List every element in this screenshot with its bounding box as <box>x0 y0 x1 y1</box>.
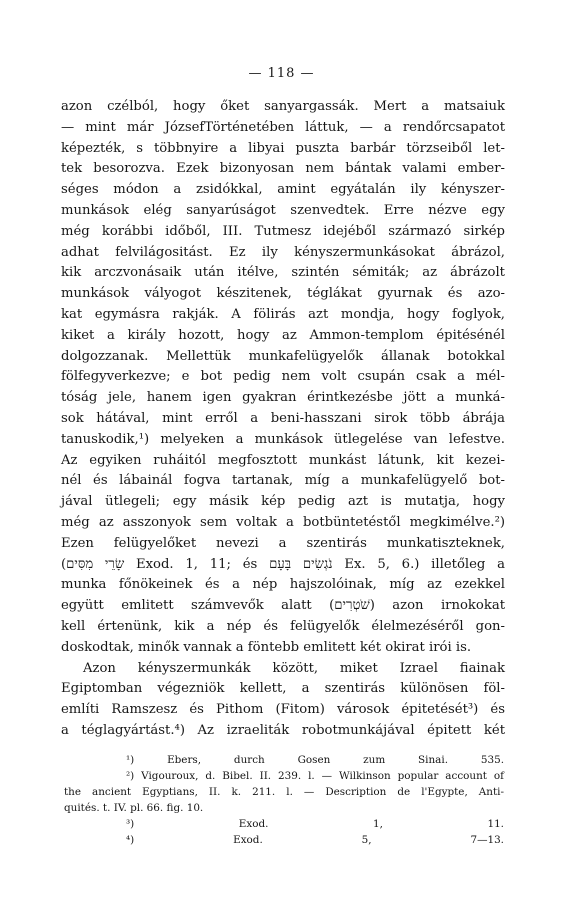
footnote-line: ⁴) Exod. 5, 7—13. <box>126 834 504 846</box>
text-line: munkások elég sanyarúságot szenvedtek. Erre nézve egy <box>61 202 505 218</box>
text-line: sok hátával, mint erről a beni-hasszani sirok több ábrája <box>61 410 505 426</box>
text-line: a téglagyártást.⁴) Az izraeliták robotmunkájával épitett két <box>61 722 505 738</box>
text-line: képezték, s többnyire a libyai puszta barbár törzseiből let- <box>61 140 505 156</box>
text-line: séges módon a zsidókkal, amint egyátalán ily kényszer- <box>61 182 505 198</box>
text-line: tek besorozva. Ezek bizonyosan nem bántak valami ember- <box>61 161 505 177</box>
text-line: említi Ramszesz és Pithom (Fitom) városok épitetését³) és <box>61 702 505 718</box>
footnote-line: the ancient Egyptians, II. k. 211. l. — Description de l'Egypte, Anti- <box>64 786 504 798</box>
text-line: fölfegyverkezve; e bot pedig nem volt csupán csak a mél- <box>61 369 505 385</box>
text-line: Az egyiken ruháitól megfosztott munkást látunk, kit kezei- <box>61 452 505 468</box>
page-number: — 118 — <box>248 66 315 81</box>
text-line: — mint már JózsefTörténetében láttuk, — a rendőrcsapatot <box>61 119 505 135</box>
text-line: munkások vályogot készitenek, téglákat gyurnak és azo- <box>61 286 505 302</box>
text-line: kik arczvonásaik után itélve, szintén sémiták; az ábrázolt <box>61 265 505 281</box>
footnote-line: ³) Exod. 1, 11. <box>126 818 504 830</box>
text-line: még az asszonyok sem voltak a botbüntetéstől megkimélve.²) <box>61 514 505 530</box>
text-line: (שָׂרֵי מִסִּים Exod. 1, 11; és נֹגְשִׂים בָּעָם Ex. 5, 6.) illetőleg a <box>61 556 505 572</box>
text-line: doskodtak, minők vannak a föntebb emlitett két okirat irói is. <box>61 639 472 655</box>
text-line: együtt emlitett számvevők alatt (שֹׁטְרִים) azon irnokokat <box>61 598 505 614</box>
text-line: tanuskodik,¹) melyeken a munkások ütlegelése van lefestve. <box>61 431 505 447</box>
text-line: tóság jele, hanem igen gyakran érintkezésbe jött a munká- <box>61 390 505 406</box>
text-line: adhat felvilágositást. Ez ily kényszermunkásokat ábrázol, <box>61 244 505 260</box>
body-text <box>61 97 505 742</box>
text-line: kell értenünk, kik a nép és felügyelők élelmezéséről gon- <box>61 618 505 634</box>
footnote-line: ²) Vigouroux, d. Bibel. II. 239. l. — Wilkinson popular account of <box>126 770 504 782</box>
footnotes <box>64 752 504 848</box>
footnote-line: ¹) Ebers, durch Gosen zum Sinai. 535. <box>126 754 504 766</box>
text-line: munka főnökeinek és a nép hajszolóinak, míg az ezekkel <box>61 577 505 593</box>
text-line: kat egymásra rakják. A fölirás azt mondja, hogy foglyok, <box>61 306 505 322</box>
footnote-line: quités. t. IV. pl. 66. fig. 10. <box>64 802 204 814</box>
text-line: nél és lábainál fogva tartanak, míg a munkafelügyelő bot- <box>61 473 505 489</box>
text-line: még korábbi időből, III. Tutmesz idejéből származó sirkép <box>61 223 505 239</box>
text-line: Egiptomban végezniök kellett, a szentirás különösen föl- <box>61 681 505 697</box>
text-line: Ezen felügyelőket nevezi a szentirás munkatiszteknek, <box>61 535 505 551</box>
text-line: Azon kényszermunkák között, miket Izrael fiainak <box>83 660 505 676</box>
text-line: azon czélból, hogy őket sanyargassák. Mert a matsaiuk <box>61 99 505 114</box>
text-line: jával ütlegeli; egy másik kép pedig azt is mutatja, hogy <box>61 494 505 510</box>
text-line: dolgozzanak. Mellettük munkafelügyelők állanak botokkal <box>61 348 505 364</box>
text-line: kiket a király hozott, hogy az Ammon-templom épitésénél <box>61 327 505 343</box>
